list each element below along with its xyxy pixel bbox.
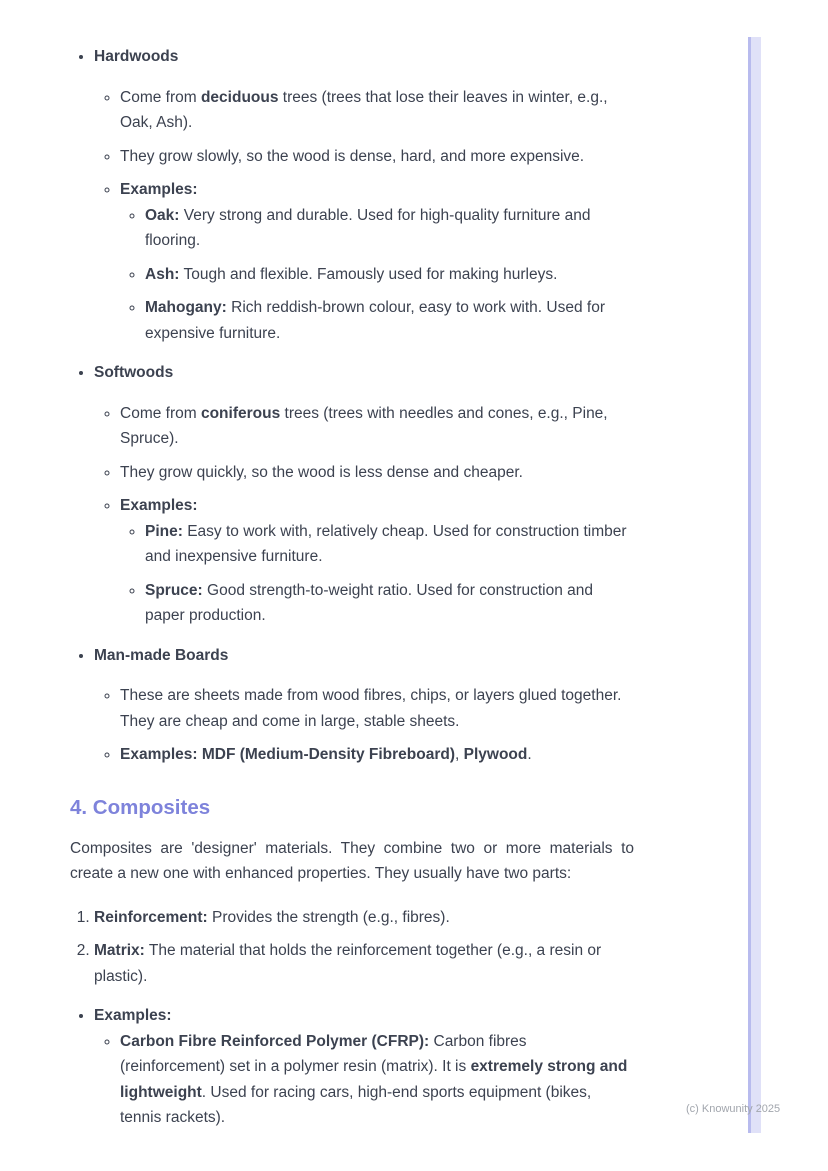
list-item-examples xyxy=(120,177,634,346)
list-item-softwoods xyxy=(94,360,634,629)
manmade-boards-title: Man-made Boards xyxy=(94,646,229,664)
document-content xyxy=(70,30,634,1145)
list-item-spruce xyxy=(145,578,634,629)
composites-section-heading: 4. Composites xyxy=(70,795,211,819)
scrollbar[interactable] xyxy=(748,37,761,1133)
list-item-text: Spruce: Good strength-to-weight ratio. Used for construction and paper production. xyxy=(145,581,594,624)
list-item-cfrp xyxy=(120,1029,634,1131)
hardwoods-examples-list xyxy=(120,203,634,347)
list-item-text: Mahogany: Rich reddish-brown colour, easy to work with. Used for expensive furniture. xyxy=(145,299,605,342)
hardwoods-sublist xyxy=(94,85,634,347)
list-item-text: Oak: Very strong and durable. Used for high-quality furniture and flooring. xyxy=(145,206,591,249)
copyright-watermark: (c) Knowunity 2025 xyxy=(686,1103,781,1115)
examples-label: Examples: xyxy=(120,181,198,198)
manmade-sublist xyxy=(94,683,634,768)
list-item xyxy=(120,683,634,734)
softwoods-title: Softwoods xyxy=(94,364,174,381)
materials-list xyxy=(70,44,634,768)
composites-intro-paragraph: Composites are 'designer' materials. They combine two or more materials to create a new one with enhanced properties. They usually have two parts: xyxy=(70,839,634,882)
list-item-text: Come from deciduous trees (trees that lose their leaves in winter, e.g., Oak, Ash). xyxy=(120,88,608,131)
list-item-matrix xyxy=(94,938,634,989)
list-item xyxy=(120,401,634,452)
examples-label: Examples: xyxy=(120,497,198,514)
list-item-examples xyxy=(94,1003,634,1131)
list-item-mahogany xyxy=(145,295,634,346)
list-item xyxy=(120,460,634,486)
list-item xyxy=(120,85,634,136)
list-item-reinforcement xyxy=(94,905,634,931)
composites-examples-list xyxy=(70,1003,634,1131)
list-item-hardwoods xyxy=(94,44,634,346)
list-item-text: They grow slowly, so the wood is dense, hard, and more expensive. xyxy=(120,147,585,165)
list-item-text: Matrix: The material that holds the reinforcement together (e.g., a resin or plastic). xyxy=(94,942,602,985)
softwoods-sublist xyxy=(94,401,634,629)
list-item-ash xyxy=(145,262,634,288)
list-item-text: These are sheets made from wood fibres, chips, or layers glued together. They are cheap and come in large, stable sheets. xyxy=(120,687,622,730)
softwoods-examples-list xyxy=(120,519,634,629)
list-item-text: Carbon Fibre Reinforced Polymer (CFRP): Carbon fibres (reinforcement) set in a polymer resin (matrix). It is extremely strong and lightweight. Used for racing cars, high-end sports equipment (bikes, tennis rackets). xyxy=(120,1032,628,1126)
list-item-examples xyxy=(120,742,634,768)
list-item-oak xyxy=(145,203,634,254)
list-item xyxy=(120,144,634,170)
list-item-text: Examples: MDF (Medium-Density Fibreboard), Plywood. xyxy=(120,746,532,763)
list-item-manmade-boards xyxy=(94,643,634,768)
list-item-pine xyxy=(145,519,634,570)
list-item-text: Pine: Easy to work with, relatively cheap. Used for construction timber and inexpensive furniture. xyxy=(145,522,627,565)
list-item-text: Reinforcement: Provides the strength (e.g., fibres). xyxy=(94,908,450,926)
examples-label: Examples: xyxy=(94,1007,172,1024)
list-item-examples xyxy=(120,493,634,629)
list-item-text: They grow quickly, so the wood is less dense and cheaper. xyxy=(120,463,523,481)
hardwoods-title: Hardwoods xyxy=(94,48,179,65)
composites-parts-list xyxy=(70,905,634,990)
composites-examples-sublist xyxy=(94,1029,634,1131)
list-item-text: Ash: Tough and flexible. Famously used for making hurleys. xyxy=(145,265,558,283)
list-item-text: Come from coniferous trees (trees with needles and cones, e.g., Pine, Spruce). xyxy=(120,404,608,447)
